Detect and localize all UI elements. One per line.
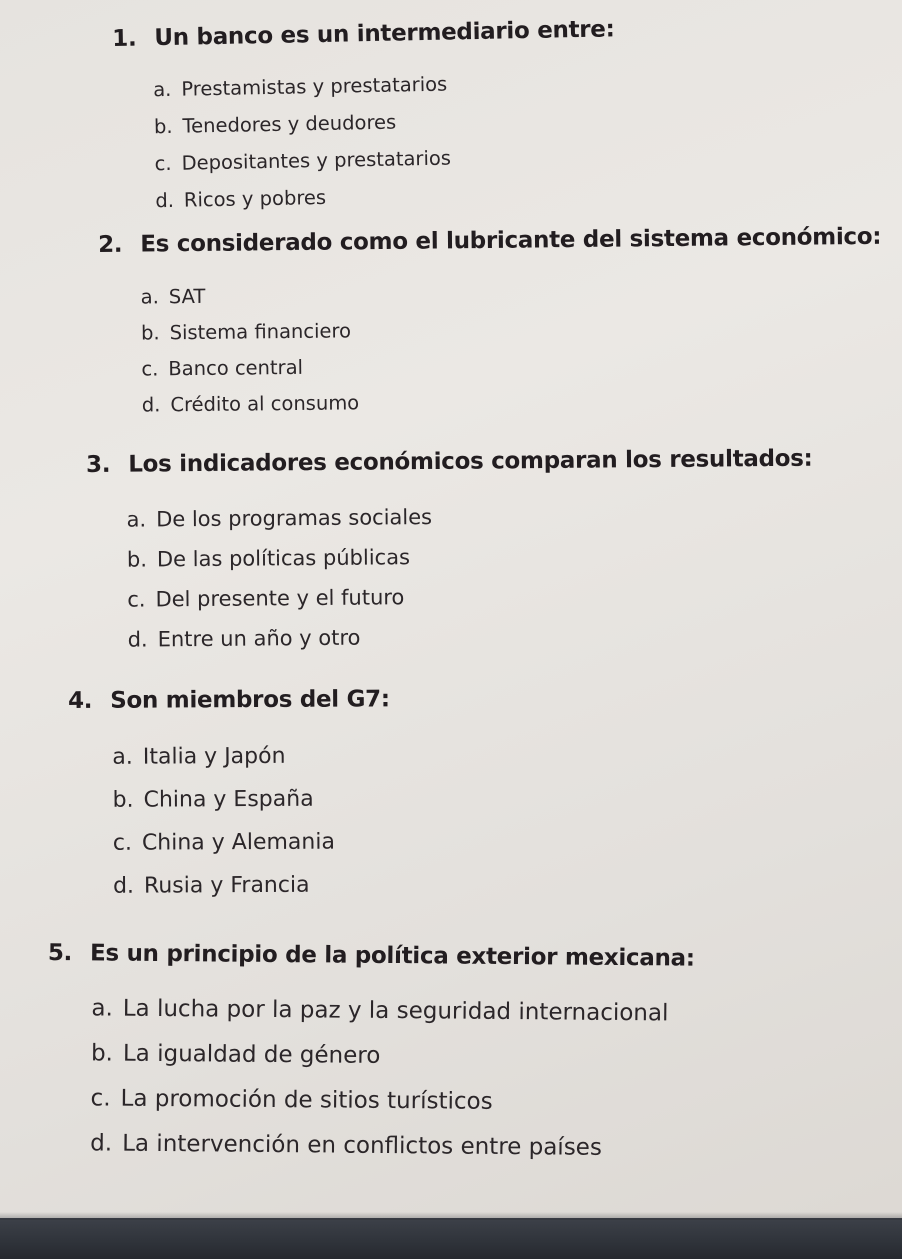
option-list: [112, 734, 391, 907]
option-letter: a.: [112, 744, 133, 770]
option-a[interactable]: [126, 494, 813, 540]
option-text: Rusia y Francia: [143, 872, 310, 899]
option-list: [141, 272, 884, 424]
option-list: [126, 494, 814, 660]
option-letter: b.: [90, 1040, 114, 1067]
question-number: 4.: [68, 687, 93, 714]
question-title: [86, 446, 813, 478]
option-letter: d.: [90, 1130, 113, 1157]
option-text: Sistema financiero: [169, 319, 352, 345]
option-d[interactable]: [127, 614, 814, 660]
option-letter: d.: [141, 393, 161, 417]
question-text: Es considerado como el lubricante del sistema económico:: [140, 223, 882, 258]
option-a[interactable]: [112, 734, 390, 778]
option-text: De los programas sociales: [156, 504, 433, 532]
option-letter: a.: [126, 507, 147, 532]
question-title: [112, 16, 615, 52]
option-d[interactable]: [113, 863, 391, 907]
question-text: Son miembros del G7:: [110, 686, 390, 714]
question-number: 5.: [47, 940, 73, 967]
option-letter: c.: [141, 357, 159, 381]
question-number: 2.: [98, 231, 123, 258]
option-c[interactable]: [127, 574, 814, 620]
option-text: China y España: [143, 786, 314, 813]
option-letter: a.: [153, 77, 172, 102]
option-text: Entre un año y otro: [157, 625, 361, 652]
option-letter: d.: [112, 873, 135, 899]
option-letter: a.: [140, 285, 159, 309]
option-text: De las políticas públicas: [156, 545, 411, 572]
option-letter: d.: [155, 188, 175, 213]
option-letter: c.: [112, 830, 132, 856]
option-text: Ricos y pobres: [183, 185, 327, 212]
option-b[interactable]: [127, 534, 814, 580]
option-text: La intervención en conflictos entre países: [122, 1130, 602, 1161]
question-4: [68, 686, 391, 908]
option-c[interactable]: [113, 820, 391, 864]
question-1: [112, 16, 618, 220]
option-letter: c.: [90, 1085, 111, 1112]
option-text: La igualdad de género: [122, 1040, 381, 1069]
option-letter: b.: [112, 787, 134, 813]
option-b[interactable]: [91, 1031, 694, 1081]
question-2: [98, 224, 883, 424]
option-text: Prestamistas y prestatarios: [181, 72, 448, 101]
option-letter: b.: [153, 114, 173, 139]
option-text: Depositantes y prestatarios: [181, 146, 452, 175]
table-surface-edge: [0, 1218, 902, 1259]
option-letter: b.: [126, 547, 148, 572]
question-number: 3.: [86, 451, 111, 478]
question-text: Un banco es un intermediario entre:: [154, 16, 615, 52]
question-title: [98, 224, 881, 258]
option-text: SAT: [168, 284, 206, 309]
option-text: China y Alemania: [141, 829, 335, 856]
option-list: [153, 62, 618, 219]
option-letter: d.: [127, 627, 148, 652]
question-3: [86, 446, 814, 660]
option-b[interactable]: [112, 777, 390, 821]
question-5: [46, 940, 695, 1172]
option-list: [90, 986, 694, 1171]
question-text: Es un principio de la política exterior mexicana:: [89, 940, 695, 972]
option-d[interactable]: [155, 173, 618, 219]
option-c[interactable]: [90, 1076, 693, 1126]
option-text: Tenedores y deudores: [182, 110, 397, 138]
question-title: [48, 940, 695, 972]
question-title: [68, 686, 390, 714]
option-a[interactable]: [91, 986, 694, 1036]
option-letter: b.: [140, 321, 160, 345]
option-text: Del presente y el futuro: [155, 585, 405, 612]
option-text: La promoción de sitios turísticos: [120, 1085, 493, 1115]
question-text: Los indicadores económicos comparan los resultados:: [128, 445, 813, 478]
option-text: Crédito al consumo: [170, 391, 360, 417]
option-d[interactable]: [90, 1121, 693, 1171]
option-d[interactable]: [142, 380, 883, 424]
option-text: Banco central: [168, 355, 304, 381]
question-number: 1.: [112, 25, 137, 52]
option-letter: c.: [154, 151, 172, 176]
option-letter: a.: [91, 995, 113, 1022]
option-text: Italia y Japón: [142, 743, 286, 770]
option-letter: c.: [127, 587, 146, 612]
option-text: La lucha por la paz y la seguridad internacional: [122, 995, 669, 1027]
